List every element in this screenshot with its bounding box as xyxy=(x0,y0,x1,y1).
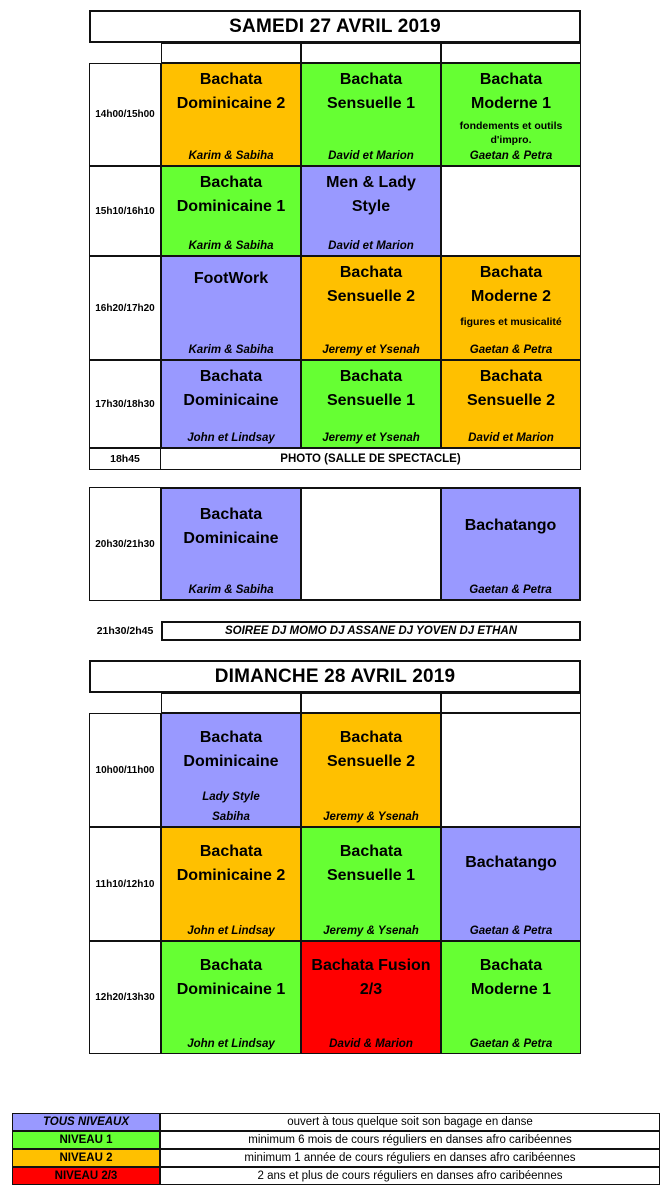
class-title: Bachatango xyxy=(465,854,557,871)
sunday-title: DIMANCHE 28 AVRIL 2019 xyxy=(89,660,581,693)
time-slot: 17h30/18h30 xyxy=(89,360,161,448)
photo-time: 18h45 xyxy=(90,449,161,469)
class-teacher: Karim & Sabiha xyxy=(188,150,274,162)
class-cell xyxy=(441,256,581,360)
class-teacher: John et Lindsay xyxy=(187,1038,275,1050)
legend-level-label: NIVEAU 2/3 xyxy=(12,1167,160,1185)
class-title: Bachata Sensuelle 2 xyxy=(466,368,556,409)
class-teacher: Jeremy & Ysenah xyxy=(323,925,419,937)
class-cell xyxy=(441,827,581,941)
class-cell xyxy=(301,166,441,256)
class-teacher: Gaetan & Petra xyxy=(469,1038,553,1050)
column-header xyxy=(441,43,581,63)
class-cell xyxy=(301,63,441,166)
class-cell xyxy=(161,713,301,827)
time-slot: 10h00/11h00 xyxy=(89,713,161,827)
photo-row xyxy=(89,448,581,470)
time-slot: 11h10/12h10 xyxy=(89,827,161,941)
class-teacher: Karim & Sabiha xyxy=(188,344,274,356)
class-cell xyxy=(161,166,301,256)
class-title: FootWork xyxy=(193,270,269,287)
class-title: Bachata Dominicaine 1 xyxy=(176,174,286,215)
class-cell xyxy=(441,488,580,600)
class-teacher: Gaetan & Petra xyxy=(469,150,553,162)
legend-level-label: TOUS NIVEAUX xyxy=(12,1113,160,1131)
class-title: Bachata Dominicaine 1 xyxy=(176,957,286,998)
soiree-label: SOIREE DJ MOMO DJ ASSANE DJ YOVEN DJ ETHAN xyxy=(161,621,581,641)
class-teacher: Gaetan & Petra xyxy=(469,584,552,596)
empty-cell xyxy=(301,488,441,600)
class-teacher: David et Marion xyxy=(468,432,554,444)
class-title: Bachata Sensuelle 1 xyxy=(326,368,416,409)
saturday-title: SAMEDI 27 AVRIL 2019 xyxy=(89,10,581,43)
class-cell xyxy=(161,360,301,448)
class-cell xyxy=(161,827,301,941)
class-cell xyxy=(441,941,581,1054)
class-title: Bachata Dominicaine xyxy=(183,368,279,409)
class-teacher: Karim & Sabiha xyxy=(188,584,274,596)
column-header xyxy=(301,43,441,63)
class-title: Bachata Moderne 1 xyxy=(470,71,551,112)
empty-cell xyxy=(441,713,581,827)
class-title: Bachata Sensuelle 1 xyxy=(326,71,416,112)
class-teacher: John et Lindsay xyxy=(187,432,275,444)
class-cell xyxy=(301,827,441,941)
class-title: Bachata Moderne 1 xyxy=(470,957,551,998)
class-title: Bachata Sensuelle 1 xyxy=(326,843,416,884)
class-teacher: Gaetan & Petra xyxy=(469,925,553,937)
class-teacher: David et Marion xyxy=(328,150,414,162)
class-teacher: John et Lindsay xyxy=(187,925,275,937)
empty-cell xyxy=(441,166,581,256)
class-cell xyxy=(301,941,441,1054)
class-cell xyxy=(301,360,441,448)
class-teacher: Gaetan & Petra xyxy=(469,344,553,356)
class-title: Bachata Dominicaine xyxy=(183,729,279,770)
class-cell xyxy=(441,63,581,166)
class-teacher: Jeremy et Ysenah xyxy=(322,344,420,356)
class-cell xyxy=(161,63,301,166)
time-slot: 15h10/16h10 xyxy=(89,166,161,256)
class-title: Bachata Moderne 2 xyxy=(470,264,551,305)
class-teacher: Lady Style xyxy=(202,791,260,803)
class-cell xyxy=(301,713,441,827)
time-slot: 20h30/21h30 xyxy=(90,488,161,600)
soiree-time: 21h30/2h45 xyxy=(96,625,154,637)
photo-label: PHOTO (SALLE DE SPECTACLE) xyxy=(280,453,461,465)
legend-level-label: NIVEAU 1 xyxy=(12,1131,160,1149)
class-teacher: David et Marion xyxy=(328,240,414,252)
class-subtitle: figures et musicalité xyxy=(460,316,562,328)
column-header xyxy=(301,693,441,713)
class-teacher: Jeremy & Ysenah xyxy=(323,811,419,823)
class-cell xyxy=(301,256,441,360)
legend-level-description: minimum 6 mois de cours réguliers en danses afro caribéennes xyxy=(160,1131,660,1149)
class-title: Bachata Dominicaine 2 xyxy=(176,71,286,112)
class-title: Bachata Sensuelle 2 xyxy=(326,729,416,770)
column-header xyxy=(161,693,301,713)
class-teacher: David & Marion xyxy=(329,1038,413,1050)
legend-level-description: ouvert à tous quelque soit son bagage en danse xyxy=(160,1113,660,1131)
class-teacher: Jeremy et Ysenah xyxy=(322,432,420,444)
legend-level-label: NIVEAU 2 xyxy=(12,1149,160,1167)
class-title: Bachata Dominicaine 2 xyxy=(176,843,286,884)
column-header xyxy=(161,43,301,63)
class-title: Bachata Fusion 2/3 xyxy=(311,957,431,998)
legend-level-description: minimum 1 année de cours réguliers en danses afro caribéennes xyxy=(160,1149,660,1167)
time-slot: 14h00/15h00 xyxy=(89,63,161,166)
class-title: Men & Lady Style xyxy=(326,174,416,215)
class-teacher: Karim & Sabiha xyxy=(188,240,274,252)
legend-level-description: 2 ans et plus de cours réguliers en danses afro caribéennes xyxy=(160,1167,660,1185)
class-cell xyxy=(161,256,301,360)
class-subtitle: fondements et outils d'impro. xyxy=(459,120,563,146)
class-title: Bachata Sensuelle 2 xyxy=(326,264,416,305)
class-title: Bachatango xyxy=(464,517,557,534)
time-slot: 12h20/13h30 xyxy=(89,941,161,1054)
class-title: Bachata Dominicaine xyxy=(183,506,279,547)
class-teacher: Sabiha xyxy=(212,811,250,823)
class-cell xyxy=(161,941,301,1054)
time-slot: 16h20/17h20 xyxy=(89,256,161,360)
class-cell xyxy=(161,488,301,600)
class-cell xyxy=(441,360,581,448)
column-header xyxy=(441,693,581,713)
